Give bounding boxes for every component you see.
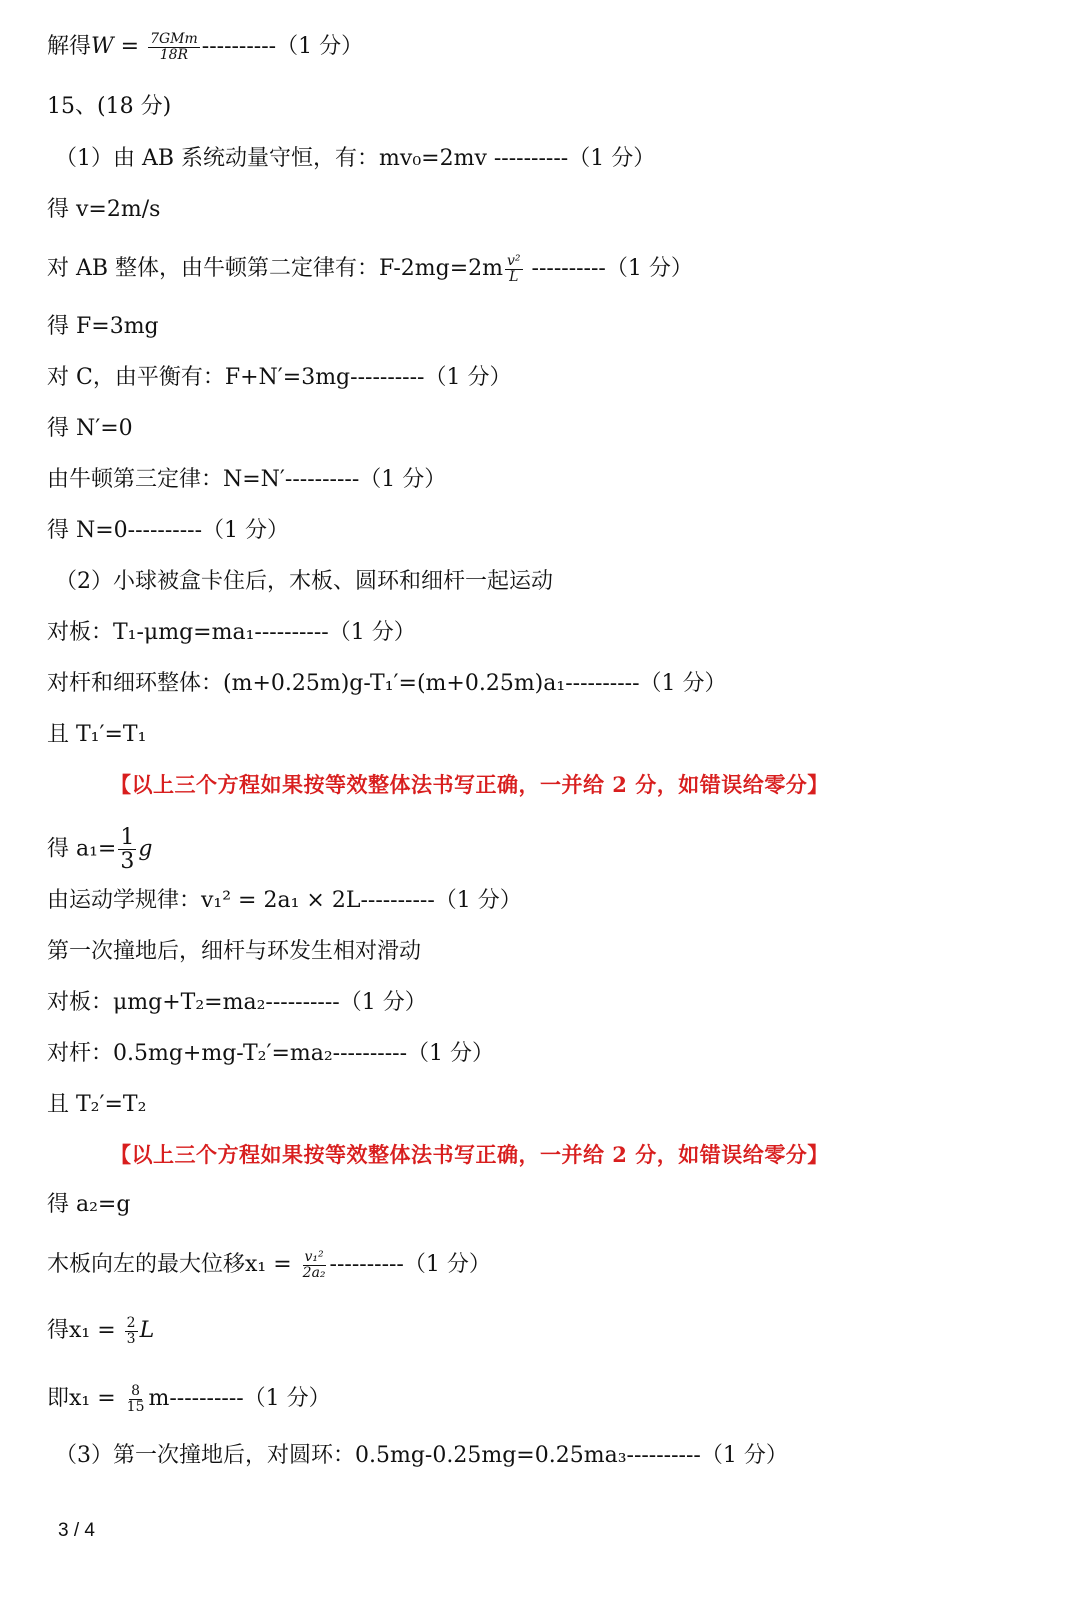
grading-note-2: 【以上三个方程如果按等效整体法书写正确，一并给 2 分，如错误给零分】: [110, 1142, 829, 1167]
line-rod-ring-eq: 对杆和细环整体：(m+0.25m)g-T₁′=(m+0.25m)a₁----------（1 分）: [47, 671, 727, 696]
line-board-eq-1: 对板：T₁-μmg=ma₁----------（1 分）: [47, 620, 416, 645]
line-force-result: 得 F=3mg: [47, 314, 159, 339]
fraction-8-15: $\frac{8}{15}$: [126, 1383, 145, 1415]
line-max-displacement: 木板向左的最大位移x₁ = $\frac{\text{v₁²}}{\text{2a₂}}$ ----------（1 分）: [47, 1249, 491, 1281]
fraction-7gmm-18r: $\frac{\text{7GMm}}{18R}$: [150, 31, 198, 63]
line-velocity: 得 v=2m/s: [47, 197, 161, 222]
question-15-heading: 15、(18 分): [47, 94, 172, 119]
page-number: 3 / 4: [58, 1520, 95, 1541]
line-n-result: 得 N=0----------（1 分）: [47, 518, 290, 543]
line-a2-result: 得 a₂=g: [47, 1192, 131, 1217]
line-x1-value: 即x₁ = $\frac{8}{15}$ m----------（1 分）: [47, 1383, 331, 1415]
fraction-v2-l: $\frac{\text{v²}}{L}$: [507, 253, 521, 285]
line-balance-c: 对 C，由平衡有：F+N′=3mg----------（1 分）: [47, 365, 512, 390]
line-newton-third: 由牛顿第三定律：N=N′----------（1 分）: [47, 467, 447, 492]
line-kinematics: 由运动学规律：v₁² = 2a₁ × 2L----------（1 分）: [47, 888, 522, 913]
line-tension-2: 且 T₂′=T₂: [47, 1092, 147, 1117]
line-part-3-ring: （3）第一次撞地后，对圆环：0.5mg-0.25mg=0.25ma₃----------（1 分）: [55, 1443, 788, 1468]
grading-note-1: 【以上三个方程如果按等效整体法书写正确，一并给 2 分，如错误给零分】: [110, 772, 829, 797]
fraction-1-3: $\frac{1}{3}$: [120, 825, 135, 875]
line-tension-1: 且 T₁′=T₁: [47, 722, 147, 747]
fraction-v1sq-2a2: $\frac{\text{v₁²}}{\text{2a₂}}$: [302, 1249, 326, 1281]
line-part-2-intro: （2）小球被盒卡住后，木板、圆环和细杆一起运动: [55, 569, 553, 594]
line-work-result: 解得W = $\frac{\text{7GMm}}{18R}$ ----------（1 分）: [47, 31, 364, 63]
line-a1-result: 得 a₁= $\frac{1}{3}$ g: [47, 825, 153, 875]
line-momentum: （1）由 AB 系统动量守恒，有：mv₀=2mv ----------（1 分）: [55, 146, 656, 171]
line-newton-second: 对 AB 整体，由牛顿第二定律有：F-2mg=2m $\frac{\text{v²}}{L}$ ----------（1 分）: [47, 253, 693, 285]
line-first-impact: 第一次撞地后，细杆与环发生相对滑动: [47, 939, 422, 964]
fraction-2-3: $\frac{2}{3}$: [126, 1315, 136, 1347]
line-board-eq-2: 对板：μmg+T₂=ma₂----------（1 分）: [47, 990, 427, 1015]
line-x1-result: 得x₁ = $\frac{2}{3}$ L: [47, 1315, 155, 1347]
line-n-prime: 得 N′=0: [47, 416, 133, 441]
line-rod-eq: 对杆：0.5mg+mg-T₂′=ma₂----------（1 分）: [47, 1041, 495, 1066]
